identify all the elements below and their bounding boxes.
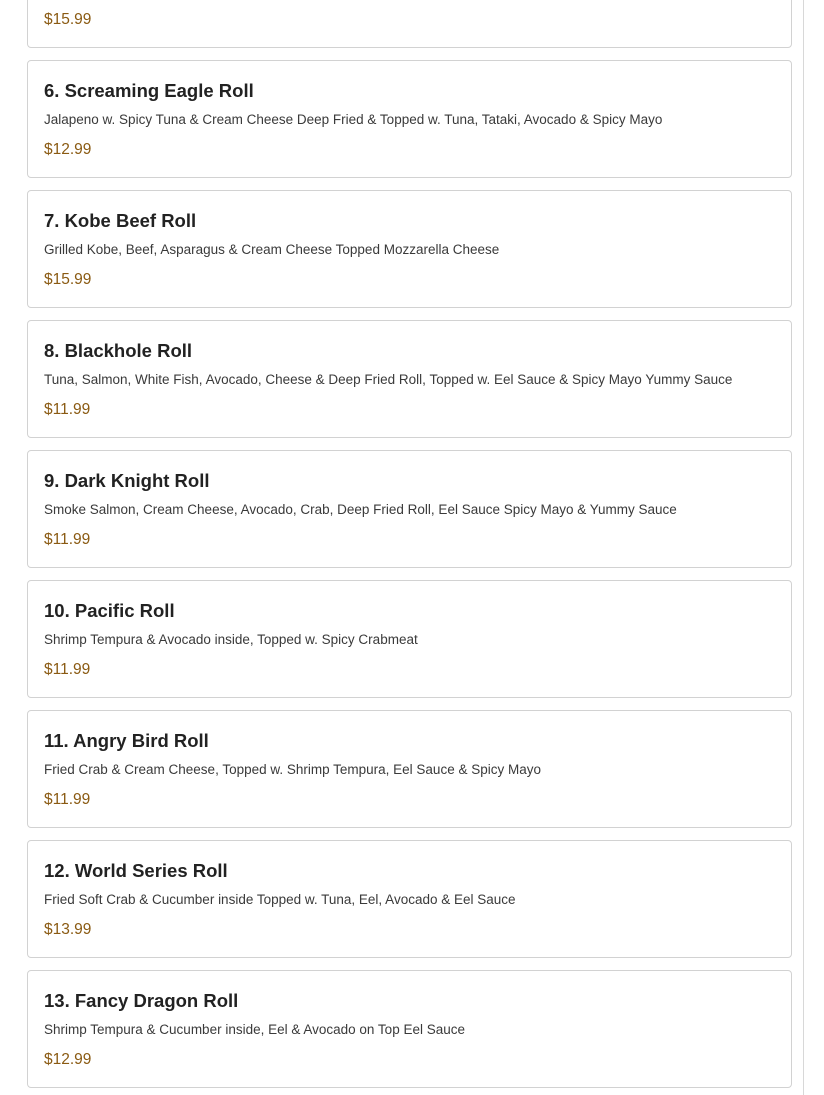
item-price: $15.99 xyxy=(44,11,92,28)
item-name: 13. Fancy Dragon Roll xyxy=(44,990,239,1011)
item-description: Jalapeno w. Spicy Tuna & Cream Cheese Deep Fried & Topped w. Tuna, Tataki, Avocado & Spicy Mayo xyxy=(44,112,663,127)
item-price: $11.99 xyxy=(44,661,91,678)
menu-item-list xyxy=(27,0,792,1095)
menu-item[interactable] xyxy=(27,0,792,48)
item-price: $15.99 xyxy=(44,271,92,288)
scroll-rail xyxy=(803,0,804,1095)
menu-item[interactable] xyxy=(27,710,792,828)
item-description xyxy=(44,0,775,1)
item-description: Smoke Salmon, Cream Cheese, Avocado, Crab, Deep Fried Roll, Eel Sauce Spicy Mayo & Yummy Sauce xyxy=(44,502,677,517)
item-description: Shrimp Tempura & Cucumber inside, Eel & Avocado on Top Eel Sauce xyxy=(44,1022,465,1037)
item-price: $11.99 xyxy=(44,531,91,548)
item-price: $12.99 xyxy=(44,141,92,158)
item-price: $12.99 xyxy=(44,1051,92,1068)
item-price: $13.99 xyxy=(44,921,92,938)
item-name: 12. World Series Roll xyxy=(44,860,228,881)
item-description: Fried Crab & Cream Cheese, Topped w. Shrimp Tempura, Eel Sauce & Spicy Mayo xyxy=(44,762,541,777)
item-name: 7. Kobe Beef Roll xyxy=(44,210,197,231)
item-description: Tuna, Salmon, White Fish, Avocado, Cheese & Deep Fried Roll, Topped w. Eel Sauce & Spicy Mayo Yummy Sauce xyxy=(44,372,733,387)
item-description: Fried Soft Crab & Cucumber inside Topped w. Tuna, Eel, Avocado & Eel Sauce xyxy=(44,892,516,907)
item-description: Shrimp Tempura & Avocado inside, Topped w. Spicy Crabmeat xyxy=(44,632,418,647)
item-price: $11.99 xyxy=(44,791,91,808)
menu-item[interactable] xyxy=(27,320,792,438)
menu-item[interactable] xyxy=(27,190,792,308)
item-name: 8. Blackhole Roll xyxy=(44,340,193,361)
item-description: Grilled Kobe, Beef, Asparagus & Cream Cheese Topped Mozzarella Cheese xyxy=(44,242,500,257)
item-name: 9. Dark Knight Roll xyxy=(44,470,210,491)
menu-item[interactable] xyxy=(27,60,792,178)
menu-item[interactable] xyxy=(27,450,792,568)
item-name: 11. Angry Bird Roll xyxy=(44,730,209,751)
menu-item[interactable] xyxy=(27,840,792,958)
item-name: 10. Pacific Roll xyxy=(44,600,175,621)
menu-item[interactable] xyxy=(27,970,792,1088)
item-price: $11.99 xyxy=(44,401,91,418)
menu-item[interactable] xyxy=(27,580,792,698)
item-name: 6. Screaming Eagle Roll xyxy=(44,80,254,101)
